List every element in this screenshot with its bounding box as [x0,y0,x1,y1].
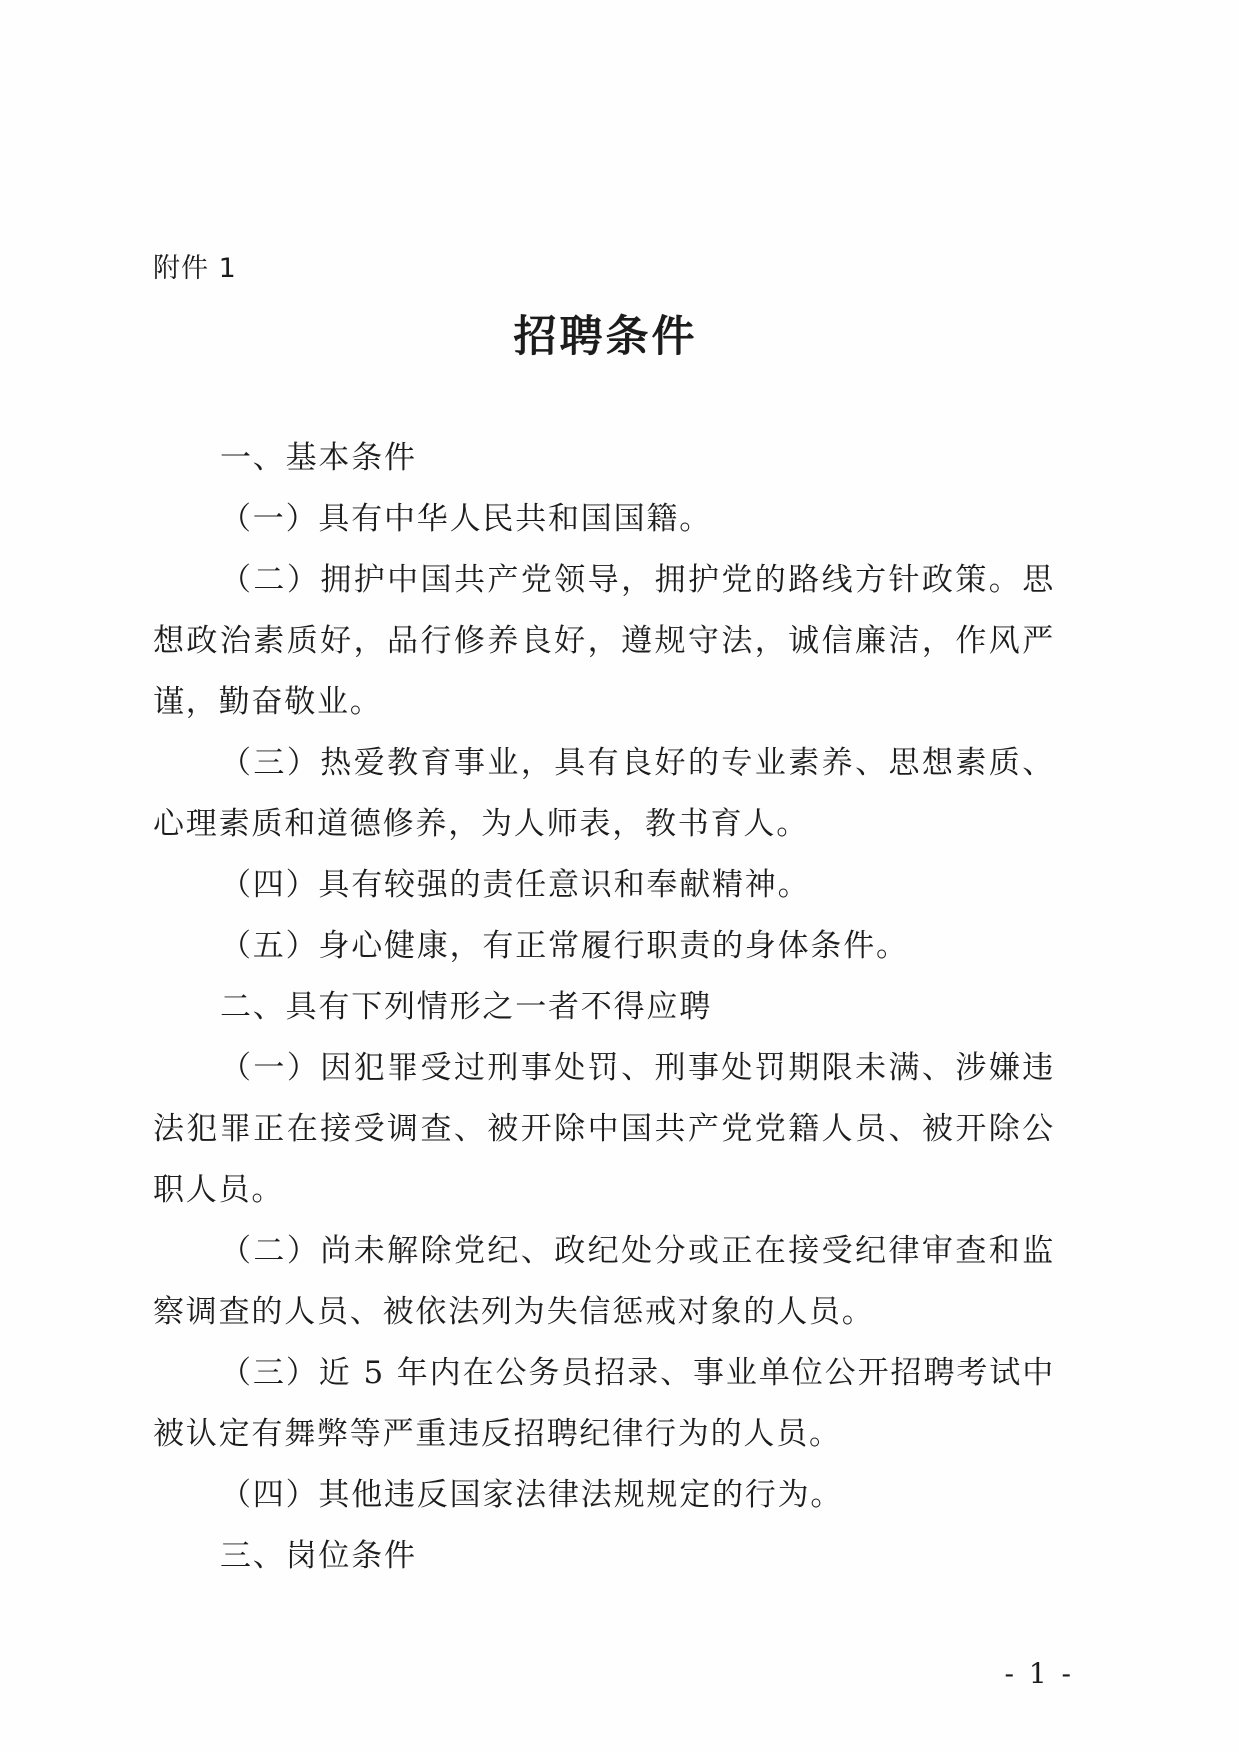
item-line: （四）其他违反国家法律法规规定的行为。 [220,1477,844,1513]
item-line: （三）近 5 年内在公务员招录、事业单位公开招聘考试中 [220,1355,1055,1391]
document-title: 招聘条件 [513,312,698,362]
page-number: - 1 - [1004,1657,1071,1690]
item-line: （一）因犯罪受过刑事处罚、刑事处罚期限未满、涉嫌违 [220,1050,1055,1086]
item-line: 想政治素质好，品行修养良好，遵规守法，诚信廉洁，作风严 [153,623,1055,659]
item-line: （五）身心健康，有正常履行职责的身体条件。 [220,928,909,964]
item-line: （二）拥护中国共产党领导，拥护党的路线方针政策。思 [220,562,1055,598]
section-heading-disqualifications: 二、具有下列情形之一者不得应聘 [220,989,712,1025]
item-line: （三）热爱教育事业，具有良好的专业素养、思想素质、 [220,745,1055,781]
item-line: 被认定有舞弊等严重违反招聘纪律行为的人员。 [153,1416,842,1452]
item-line: （四）具有较强的责任意识和奉献精神。 [220,867,811,903]
list-item [153,550,1055,733]
item-line: 谨，勤奋敬业。 [153,684,383,720]
list-item [153,733,1055,855]
item-line: 察调查的人员、被依法列为失信惩戒对象的人员。 [153,1294,875,1330]
item-line: 法犯罪正在接受调查、被开除中国共产党党籍人员、被开除公 [153,1111,1055,1147]
list-item [153,1465,1055,1526]
list-item [153,916,1055,977]
document-body [153,428,1055,1587]
item-line: （一）具有中华人民共和国国籍。 [220,501,712,537]
list-item [153,1038,1055,1221]
list-item [153,1221,1055,1343]
list-item [153,489,1055,550]
item-line: 职人员。 [153,1172,285,1208]
list-item [153,855,1055,916]
attachment-label: 附件 1 [153,253,237,284]
section-heading-position-conditions: 三、岗位条件 [220,1538,417,1574]
list-item [153,1343,1055,1465]
item-line: （二）尚未解除党纪、政纪处分或正在接受纪律审查和监 [220,1233,1055,1269]
item-line: 心理素质和道德修养，为人师表，教书育人。 [153,806,809,842]
section-heading-basic-conditions: 一、基本条件 [220,440,417,476]
